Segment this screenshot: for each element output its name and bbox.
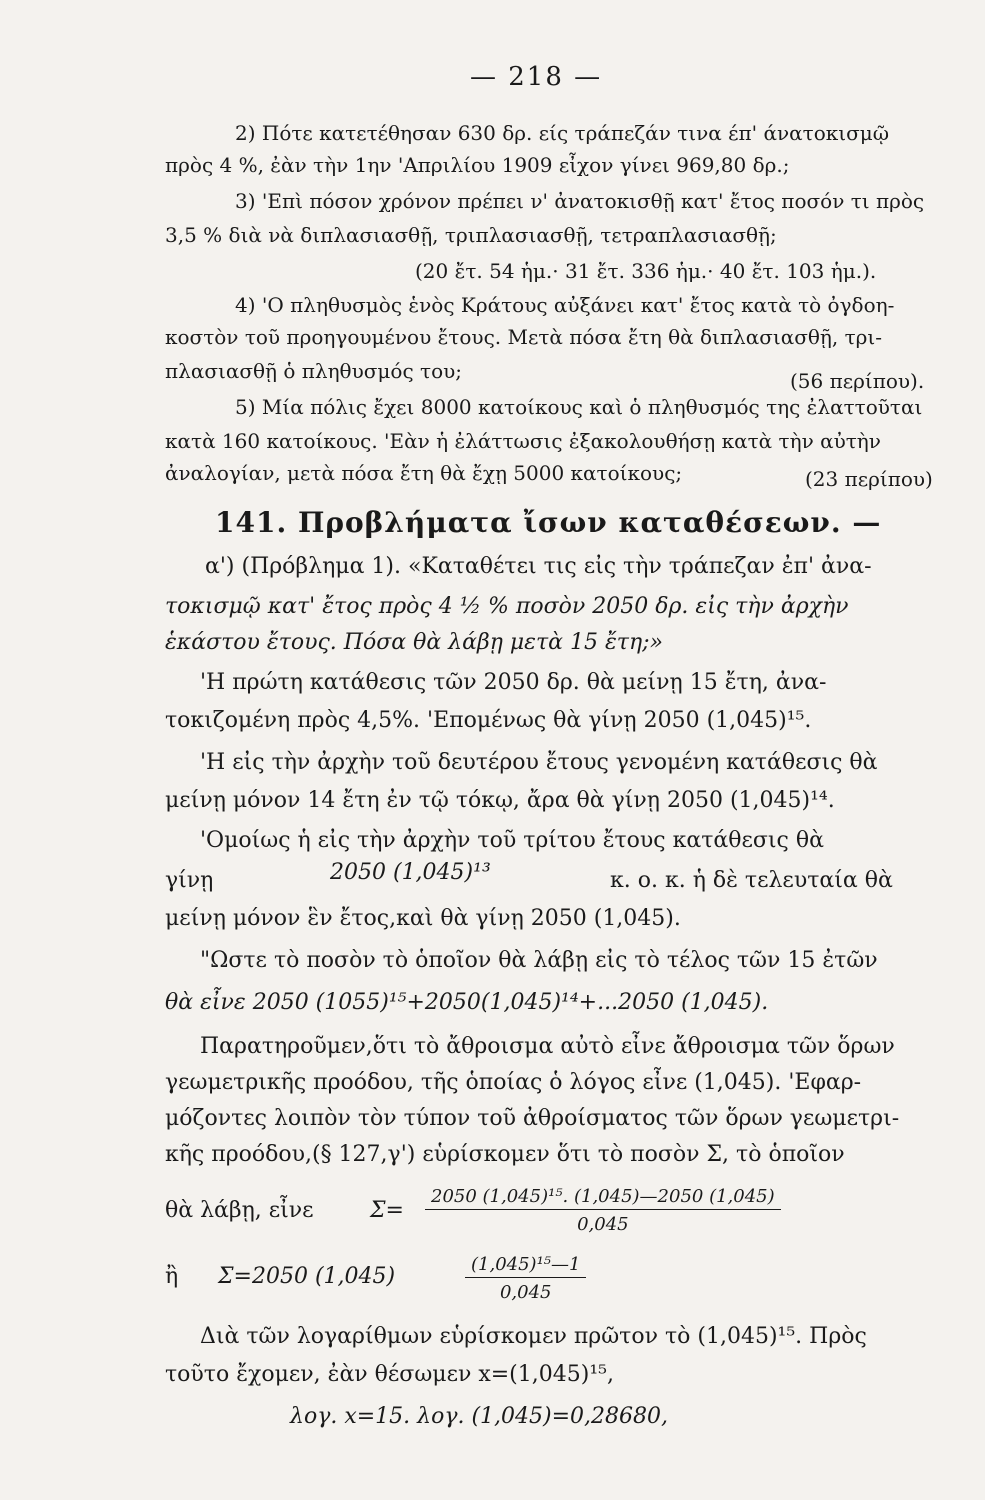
exercise-4-line-3: πλασιασθῇ ὁ πληθυσμός του; (165, 359, 463, 383)
exercise-4-answer: (56 περίπου). (790, 369, 925, 393)
exercise-2-line-1: 2) Πότε κατετέθησαν 630 δρ. είς τράπεζάν τινα έπ' άνατοκισμῷ (235, 121, 890, 145)
para-5-line-2: θὰ εἶνε 2050 (1055)¹⁵+2050(1,045)¹⁴+...2050 (1,045). (165, 990, 769, 1015)
formula-1-numerator: 2050 (1,045)¹⁵. (1,045)—2050 (1,045) (425, 1186, 781, 1210)
section-heading: 141. Προβλήματα ἴσων καταθέσεων. — (215, 506, 882, 539)
exercise-2-line-2: πρὸς 4 %, ἐὰν τὴν 1ην 'Απριλίου 1909 εἶχον γίνει 969,80 δρ.; (165, 153, 790, 177)
para-4-line-2-lead: γίνῃ (165, 868, 214, 893)
para-6-line-2: γεωμετρικῆς προόδου, τῆς ὁποίας ὁ λόγος εἶνε (1,045). 'Εφαρ- (165, 1070, 862, 1095)
exercise-3-line-1: 3) 'Επὶ πόσον χρόνον πρέπει ν' ἀνατοκισθῇ κατ' ἔτος ποσόν τι πρὸς (235, 189, 925, 213)
formula-2-lhs: Σ=2050 (1,045) (218, 1264, 396, 1289)
formula-1-fraction (425, 1186, 781, 1235)
problem-line-3: ἑκάστου ἔτους. Πόσα θὰ λάβῃ μετὰ 15 ἔτη;» (165, 630, 664, 655)
formula-2-denominator: 0,045 (499, 1282, 552, 1303)
para-6-line-3: μόζοντες λοιπὸν τὸν τύπον τοῦ ἀθροίσματος τῶν ὅρων γεωμετρι- (165, 1106, 900, 1131)
para-2-line-2: τοκιζομένη πρὸς 4,5%. 'Επομένως θὰ γίνῃ 2050 (1,045)¹⁵. (165, 708, 812, 733)
para-5-line-1: "Ωστε τὸ ποσὸν τὸ ὁποῖον θὰ λάβῃ εἰς τὸ τέλος τῶν 15 ἐτῶν (200, 948, 878, 973)
exercise-5-line-3: ἀναλογίαν, μετὰ πόσα ἔτη θὰ ἔχῃ 5000 κατοίκους; (165, 461, 683, 485)
exercise-4-line-2: κοστὸν τοῦ προηγουμένου ἔτους. Μετὰ πόσα ἔτη θὰ διπλασιασθῇ, τρι- (165, 325, 883, 349)
para-3-line-2: μείνῃ μόνον 14 ἔτη ἐν τῷ τόκῳ, ἄρα θὰ γίνῃ 2050 (1,045)¹⁴. (165, 788, 835, 813)
para-4-line-2-tail: κ. ο. κ. ἡ δὲ τελευταία θὰ (610, 868, 893, 893)
para-6-line-4: κῆς προόδου,(§ 127,γ') εὑρίσκομεν ὅτι τὸ ποσὸν Σ, τὸ ὁποῖον (165, 1142, 845, 1167)
exercise-5-line-2: κατὰ 160 κατοίκους. 'Εὰν ἡ ἐλάττωσις ἐξακολουθήσῃ κατὰ τὴν αὐτὴν (165, 429, 881, 453)
exercise-5-answer: (23 περίπου) (805, 467, 933, 491)
formula-1-lead: θὰ λάβῃ, εἶνε (165, 1198, 314, 1223)
formula-1-denominator: 0,045 (577, 1214, 629, 1235)
exercise-3-answer: (20 ἔτ. 54 ἡμ.· 31 ἔτ. 336 ἡμ.· 40 ἔτ. 103 ἡμ.). (415, 259, 877, 283)
para-7-line-1: Διὰ τῶν λογαρίθμων εὑρίσκομεν πρῶτον τὸ (1,045)¹⁵. Πρὸς (200, 1324, 867, 1349)
formula-1-lhs: Σ= (370, 1198, 404, 1223)
para-7-line-2: τοῦτο ἔχομεν, ἐὰν θέσωμεν x=(1,045)¹⁵, (165, 1362, 614, 1387)
formula-2-fraction (465, 1254, 586, 1303)
page-number: — 218 — (470, 62, 603, 92)
para-6-line-1: Παρατηροῦμεν,ὅτι τὸ ἄθροισμα αὐτὸ εἶνε ἄθροισμα τῶν ὅρων (200, 1034, 895, 1059)
exercise-4-line-1: 4) 'Ο πληθυσμὸς ἑνὸς Κράτους αὐξάνει κατ' ἔτος κατὰ τὸ ὀγδοη- (235, 293, 895, 317)
problem-line-2: τοκισμῷ κατ' ἔτος πρὸς 4 ½ % ποσὸν 2050 δρ. εἰς τὴν ἀρχὴν (165, 594, 849, 619)
para-4-line-3: μείνῃ μόνον ἓν ἔτος,καὶ θὰ γίνῃ 2050 (1,045). (165, 906, 681, 931)
para-3-line-1: 'Η εἰς τὴν ἀρχὴν τοῦ δευτέρου ἔτους γενομένη κατάθεσις θὰ (200, 750, 878, 775)
para-4-line-1: 'Ομοίως ἡ εἰς τὴν ἀρχὴν τοῦ τρίτου ἔτους κατάθεσις θὰ (200, 828, 824, 853)
para-4-line-2-formula: 2050 (1,045)¹³ (330, 860, 491, 885)
problem-line-1: α') (Πρόβλημα 1). «Καταθέτει τις εἰς τὴν τράπεζαν ἐπ' ἀνα- (205, 554, 872, 579)
formula-2-numerator: (1,045)¹⁵—1 (465, 1254, 586, 1278)
para-7-line-3: λογ. x=15. λογ. (1,045)=0,28680, (290, 1404, 669, 1429)
para-2-line-1: 'Η πρώτη κατάθεσις τῶν 2050 δρ. θὰ μείνῃ 15 ἔτη, ἀνα- (200, 670, 827, 695)
exercise-5-line-1: 5) Μία πόλις ἔχει 8000 κατοίκους καὶ ὁ πληθυσμός της ἐλαττοῦται (235, 395, 923, 419)
formula-2-lead: ἢ (165, 1264, 179, 1289)
exercise-3-line-2: 3,5 % διὰ νὰ διπλασιασθῇ, τριπλασιασθῇ, τετραπλασιασθῇ; (165, 223, 777, 247)
